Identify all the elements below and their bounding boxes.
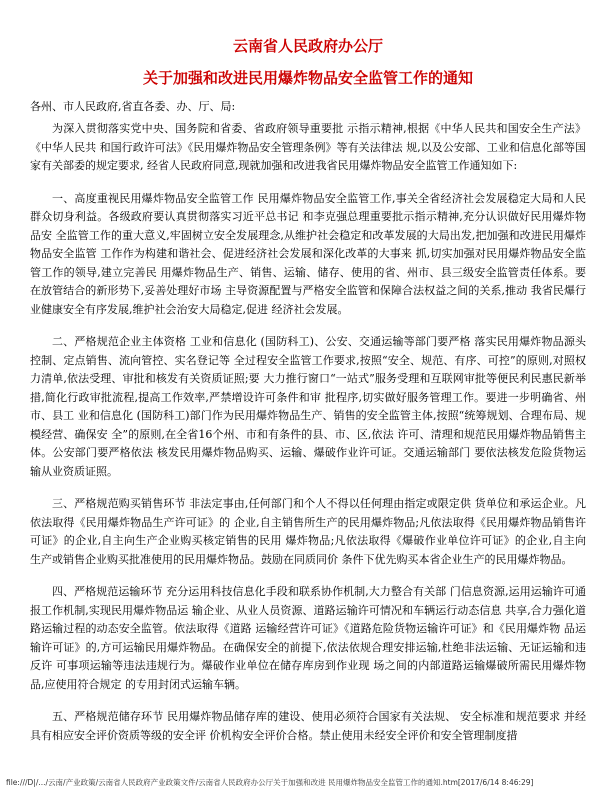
section-3-paragraph: 三、严格规范购买销售环节 非法定事由,任何部门和个人不得以任何理由指定或限定供 货单位和承运企业。凡依法取得《民用爆炸物品生产许可证》的 企业,自主销售所生产的民用爆炸物品;凡依法取得《民用爆炸物品销售许可证》的企业,自主向生产企业购买核定销售的民用 爆炸物品;凡依法取得《爆破作业单位许可证》的企业,自主向 生产或销售企业购买批准使用的民用爆炸物品。鼓励在同质同价 条件下优先购买本省企业生产的民用爆炸物品。 — [30, 497, 586, 566]
page-footer-path: file:///D|/.../云南/产业政策/云南省人民政府产业政策文件/云南省人民政府办公厅关于加强和改进 民用爆炸物品安全监管工作的通知.htm[2017/6/14 8:46:29] — [6, 778, 534, 787]
section-2-paragraph: 二、严格规范企业主体资格 工业和信息化 (国防科工)、公安、交通运输等部门要严格 落实民用爆炸物品源头控制、定点销售、流向管控、实名登记等 全过程安全监管工作要求,按照“安全、规范、有序、可控”的原则,对照权力清单,依法受理、审批和核发有关资质证照;要 大力推行窗口“一站式”服务受理和互联网审批等便民利民惠民新举 措,简化行政审批流程,提高工作效率,严禁增设许可条件和审 批程序,切实做好服务管理工作。要进一步明确省、州市、县工 业和信息化 (国防科工)部门作为民用爆炸物品生产、销售的安全监管主体,按照“统筹规划、合理布局、规模经营、确保安 全”的原则,在全省16个州、市和有条件的县、市、区,依法 许可、清理和规范民用爆炸物品销售主体。公安部门要严格依法 核发民用爆炸物品购买、运输、爆破作业许可证。交通运输部门 要依法核发危险货物运输从业资质证照。 — [30, 335, 586, 478]
salutation: 各州、市人民政府,省直各委、办、厅、局: — [30, 100, 236, 113]
intro-paragraph: 为深入贯彻落实党中央、国务院和省委、省政府领导重要批 示指示精神,根据《中华人民共和国安全生产法》《中华人民共 和国行政许可法》《民用爆炸物品安全管理条例》等有关法律法 规,以及公安部、工业和信息化部等国家有关部委的规定要求, 经省人民政府同意,现就加强和改进我省民用爆炸物品安全监管工作通知如下: — [30, 122, 586, 172]
section-5-paragraph: 五、严格规范储存环节 民用爆炸物品储存库的建设、使用必须符合国家有关法规、 安全标准和规范要求 并经具有相应安全评价资质等级的安全评 价机构安全评价合格。禁止使用未经安全评价和安全管理制度措 — [30, 710, 586, 742]
document — [30, 36, 586, 759]
notice-title: 关于加强和改进民用爆炸物品安全监管工作的通知 — [142, 69, 473, 87]
section-4-paragraph: 四、严格规范运输环节 充分运用科技信息化手段和联系协作机制,大力整合有关部 门信息资源,运用运输许可通报工作机制,实现民用爆炸物品运 输企业、从业人员资源、道路运输许可情况和车辆运行动态信息 共享,合力强化道路运输过程的动态安全监管。依法取得《道路 运输经营许可证》《道路危险货物运输许可证》和《民用爆炸物 品运输许可证》的,方可运输民用爆炸物品。在确保安全的前提下,依法依规合理安排运输,杜绝非法运输、无证运输和违反许 可事项运输等违法违规行为。爆破作业单位在储存库房到作业现 场之间的内部道路运输爆破所需民用爆炸物品,应使用符合规定 的专用封闭式运输车辆。 — [30, 585, 586, 691]
issuer-title: 云南省人民政府办公厅 — [232, 37, 383, 55]
section-1-paragraph: 一、高度重视民用爆炸物品安全监管工作 民用爆炸物品安全监管工作,事关全省经济社会发展稳定大局和人民群众切身利益。各级政府要认真贯彻落实习近平总书记 和李克强总理重要批示指示精神,充分认识做好民用爆炸物品安 全监管工作的重大意义,牢固树立安全发展理念,从维护社会稳定和改革发展的大局出发,把加强和改进民用爆炸物品安全监管 工作作为构建和谐社会、促进经济社会发展和深化改革的大事来 抓,切实加强对民用爆炸物品安全监管工作的领导,建立完善民 用爆炸物品生产、销售、运输、储存、使用的省、州市、县三级安全监管责任体系。要在放管结合的新形势下,妥善处理好市场 主导资源配置与严格安全监管和保障合法权益之间的关系,推动 我省民爆行业健康安全有序发展,维护社会治安大局稳定,促进 经济社会发展。 — [30, 191, 586, 316]
